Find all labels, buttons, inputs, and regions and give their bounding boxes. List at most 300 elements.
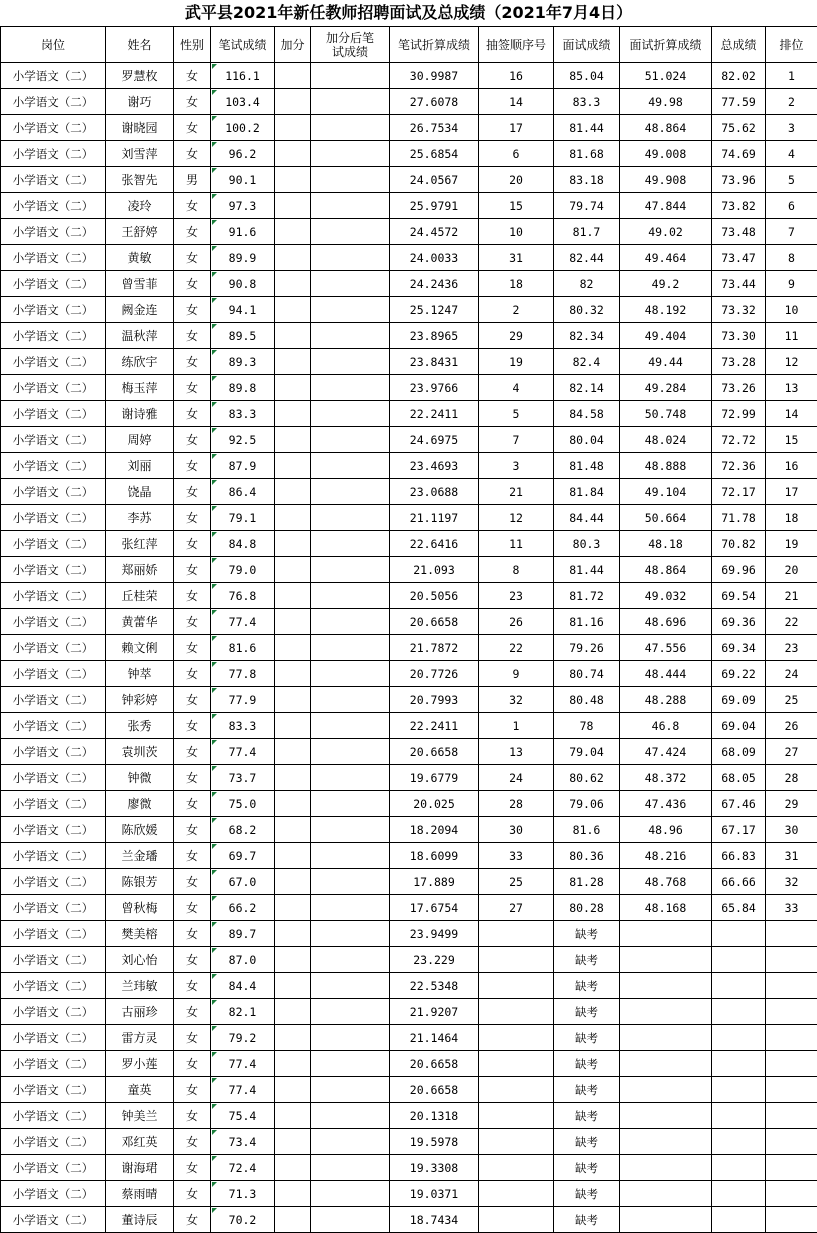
cell-written-converted: 20.7726 [390, 661, 479, 687]
cell-interview-score: 81.44 [554, 557, 620, 583]
cell-flag-icon [212, 428, 217, 433]
cell-draw-order: 12 [479, 505, 554, 531]
cell-written-converted: 20.025 [390, 791, 479, 817]
cell-name: 饶晶 [106, 479, 174, 505]
cell-interview-converted: 49.02 [620, 219, 712, 245]
table-row [1, 89, 817, 115]
cell-bonus [275, 1129, 311, 1155]
cell-written-score-text: 77.8 [229, 667, 257, 681]
cell-total-score: 67.17 [712, 817, 766, 843]
cell-rank: 2 [766, 89, 817, 115]
cell-written-converted: 20.7993 [390, 687, 479, 713]
cell-sex: 女 [174, 219, 211, 245]
table-row [1, 193, 817, 219]
cell-bonus [275, 505, 311, 531]
cell-total-score: 69.22 [712, 661, 766, 687]
cell-interview-converted: 49.908 [620, 167, 712, 193]
cell-total-score [712, 921, 766, 947]
cell-written-converted: 20.6658 [390, 1077, 479, 1103]
table-row [1, 453, 817, 479]
cell-flag-icon [212, 1078, 217, 1083]
cell-draw-order: 18 [479, 271, 554, 297]
cell-name: 张红萍 [106, 531, 174, 557]
cell-draw-order: 29 [479, 323, 554, 349]
cell-interview-score: 缺考 [554, 921, 620, 947]
cell-flag-icon [212, 116, 217, 121]
cell-draw-order [479, 1207, 554, 1233]
cell-rank: 24 [766, 661, 817, 687]
cell-total-score: 68.05 [712, 765, 766, 791]
cell-interview-score: 85.04 [554, 63, 620, 89]
cell-written-converted: 21.093 [390, 557, 479, 583]
cell-written-after-bonus [311, 999, 390, 1025]
cell-bonus [275, 1051, 311, 1077]
cell-sex: 女 [174, 427, 211, 453]
cell-draw-order: 28 [479, 791, 554, 817]
cell-written-score [211, 427, 275, 453]
cell-bonus [275, 219, 311, 245]
cell-written-score-text: 94.1 [229, 303, 257, 317]
cell-written-score [211, 557, 275, 583]
cell-rank: 17 [766, 479, 817, 505]
table-row [1, 1181, 817, 1207]
cell-written-after-bonus [311, 245, 390, 271]
cell-position: 小学语文（二） [1, 141, 106, 167]
cell-interview-score: 缺考 [554, 1077, 620, 1103]
cell-total-score: 73.30 [712, 323, 766, 349]
cell-total-score: 73.47 [712, 245, 766, 271]
table-row [1, 817, 817, 843]
cell-rank: 26 [766, 713, 817, 739]
cell-sex: 女 [174, 193, 211, 219]
cell-name: 张秀 [106, 713, 174, 739]
table-row [1, 167, 817, 193]
cell-flag-icon [212, 64, 217, 69]
cell-name: 温秋萍 [106, 323, 174, 349]
cell-interview-converted [620, 1129, 712, 1155]
cell-written-after-bonus [311, 375, 390, 401]
table-row [1, 583, 817, 609]
cell-name: 阙金连 [106, 297, 174, 323]
cell-sex: 女 [174, 89, 211, 115]
cell-bonus [275, 115, 311, 141]
table-row [1, 999, 817, 1025]
cell-name: 董诗辰 [106, 1207, 174, 1233]
cell-total-score: 77.59 [712, 89, 766, 115]
cell-interview-score: 缺考 [554, 1051, 620, 1077]
cell-draw-order: 1 [479, 713, 554, 739]
cell-written-score-text: 89.7 [229, 927, 257, 941]
cell-interview-score: 82.34 [554, 323, 620, 349]
cell-flag-icon [212, 350, 217, 355]
cell-written-score-text: 83.3 [229, 719, 257, 733]
cell-written-score-text: 73.7 [229, 771, 257, 785]
cell-name: 钟萃 [106, 661, 174, 687]
cell-draw-order: 21 [479, 479, 554, 505]
cell-sex: 女 [174, 895, 211, 921]
cell-interview-converted: 51.024 [620, 63, 712, 89]
cell-interview-converted [620, 973, 712, 999]
cell-written-converted: 17.889 [390, 869, 479, 895]
cell-position: 小学语文（二） [1, 973, 106, 999]
cell-draw-order [479, 1077, 554, 1103]
cell-interview-converted [620, 1103, 712, 1129]
cell-interview-score: 81.84 [554, 479, 620, 505]
cell-draw-order [479, 1181, 554, 1207]
cell-sex: 女 [174, 921, 211, 947]
cell-interview-converted: 48.888 [620, 453, 712, 479]
cell-interview-score: 79.06 [554, 791, 620, 817]
cell-written-score-text: 84.4 [229, 979, 257, 993]
cell-bonus [275, 167, 311, 193]
cell-sex: 女 [174, 1025, 211, 1051]
cell-position: 小学语文（二） [1, 843, 106, 869]
cell-position: 小学语文（二） [1, 635, 106, 661]
cell-draw-order: 19 [479, 349, 554, 375]
cell-rank: 8 [766, 245, 817, 271]
cell-interview-converted: 47.424 [620, 739, 712, 765]
cell-position: 小学语文（二） [1, 947, 106, 973]
cell-written-after-bonus [311, 817, 390, 843]
cell-written-after-bonus [311, 271, 390, 297]
cell-flag-icon [212, 90, 217, 95]
cell-rank: 7 [766, 219, 817, 245]
cell-written-after-bonus [311, 947, 390, 973]
cell-sex: 女 [174, 245, 211, 271]
cell-written-score-text: 71.3 [229, 1187, 257, 1201]
cell-written-score [211, 505, 275, 531]
cell-position: 小学语文（二） [1, 1051, 106, 1077]
cell-written-score-text: 68.2 [229, 823, 257, 837]
cell-draw-order [479, 1103, 554, 1129]
cell-written-score [211, 1207, 275, 1233]
cell-flag-icon [212, 714, 217, 719]
cell-written-after-bonus [311, 479, 390, 505]
cell-total-score: 69.09 [712, 687, 766, 713]
cell-written-after-bonus [311, 635, 390, 661]
cell-total-score: 71.78 [712, 505, 766, 531]
cell-bonus [275, 895, 311, 921]
cell-written-score [211, 89, 275, 115]
cell-bonus [275, 349, 311, 375]
cell-bonus [275, 947, 311, 973]
table-row [1, 661, 817, 687]
col-header-interview-converted: 面试折算成绩 [620, 27, 712, 63]
cell-written-converted: 19.3308 [390, 1155, 479, 1181]
cell-written-score-text: 77.9 [229, 693, 257, 707]
cell-written-converted: 22.2411 [390, 713, 479, 739]
cell-interview-converted: 48.216 [620, 843, 712, 869]
table-row [1, 609, 817, 635]
cell-position: 小学语文（二） [1, 375, 106, 401]
cell-written-after-bonus [311, 219, 390, 245]
cell-draw-order: 30 [479, 817, 554, 843]
cell-total-score: 69.04 [712, 713, 766, 739]
cell-total-score [712, 1077, 766, 1103]
cell-bonus [275, 999, 311, 1025]
cell-written-score [211, 245, 275, 271]
table-row [1, 1207, 817, 1233]
cell-interview-score: 80.32 [554, 297, 620, 323]
cell-interview-converted: 48.444 [620, 661, 712, 687]
cell-total-score: 75.62 [712, 115, 766, 141]
cell-bonus [275, 713, 311, 739]
cell-written-after-bonus [311, 1025, 390, 1051]
cell-position: 小学语文（二） [1, 1129, 106, 1155]
cell-bonus [275, 1155, 311, 1181]
cell-interview-score: 79.74 [554, 193, 620, 219]
cell-total-score: 69.34 [712, 635, 766, 661]
cell-written-converted: 21.7872 [390, 635, 479, 661]
cell-draw-order: 33 [479, 843, 554, 869]
cell-flag-icon [212, 220, 217, 225]
cell-interview-score: 84.44 [554, 505, 620, 531]
cell-name: 刘丽 [106, 453, 174, 479]
cell-written-score [211, 869, 275, 895]
cell-interview-converted: 47.844 [620, 193, 712, 219]
col-header-position: 岗位 [1, 27, 106, 63]
cell-bonus [275, 609, 311, 635]
cell-sex: 女 [174, 505, 211, 531]
cell-rank: 3 [766, 115, 817, 141]
cell-flag-icon [212, 662, 217, 667]
cell-interview-score: 缺考 [554, 947, 620, 973]
cell-written-after-bonus [311, 505, 390, 531]
cell-interview-converted [620, 1181, 712, 1207]
table-row [1, 297, 817, 323]
table-row [1, 635, 817, 661]
cell-written-score-text: 73.4 [229, 1135, 257, 1149]
cell-total-score [712, 1207, 766, 1233]
cell-written-after-bonus [311, 1129, 390, 1155]
cell-name: 罗小莲 [106, 1051, 174, 1077]
cell-total-score: 66.83 [712, 843, 766, 869]
cell-rank: 33 [766, 895, 817, 921]
col-header-sex: 性别 [174, 27, 211, 63]
cell-position: 小学语文（二） [1, 89, 106, 115]
cell-name: 刘雪萍 [106, 141, 174, 167]
cell-sex: 女 [174, 115, 211, 141]
cell-draw-order [479, 999, 554, 1025]
cell-position: 小学语文（二） [1, 167, 106, 193]
cell-written-score [211, 1129, 275, 1155]
cell-interview-converted: 49.284 [620, 375, 712, 401]
cell-written-score-text: 91.6 [229, 225, 257, 239]
cell-written-converted: 23.229 [390, 947, 479, 973]
cell-rank: 12 [766, 349, 817, 375]
cell-position: 小学语文（二） [1, 297, 106, 323]
cell-name: 陈银芳 [106, 869, 174, 895]
cell-written-converted: 18.7434 [390, 1207, 479, 1233]
cell-sex: 女 [174, 1181, 211, 1207]
cell-flag-icon [212, 272, 217, 277]
col-header-written-score: 笔试成绩 [211, 27, 275, 63]
cell-rank: 27 [766, 739, 817, 765]
cell-written-score-text: 82.1 [229, 1005, 257, 1019]
cell-written-after-bonus [311, 141, 390, 167]
cell-interview-converted: 50.748 [620, 401, 712, 427]
cell-written-converted: 18.6099 [390, 843, 479, 869]
cell-written-converted: 21.1197 [390, 505, 479, 531]
table-row [1, 843, 817, 869]
cell-bonus [275, 375, 311, 401]
cell-rank: 1 [766, 63, 817, 89]
cell-draw-order [479, 973, 554, 999]
cell-written-score [211, 141, 275, 167]
cell-sex: 女 [174, 141, 211, 167]
cell-rank: 6 [766, 193, 817, 219]
table-row [1, 739, 817, 765]
cell-name: 梅玉萍 [106, 375, 174, 401]
cell-flag-icon [212, 1182, 217, 1187]
cell-interview-converted [620, 999, 712, 1025]
cell-written-after-bonus [311, 843, 390, 869]
cell-bonus [275, 63, 311, 89]
cell-flag-icon [212, 792, 217, 797]
cell-written-score [211, 973, 275, 999]
cell-total-score: 65.84 [712, 895, 766, 921]
cell-written-score [211, 999, 275, 1025]
cell-sex: 女 [174, 739, 211, 765]
cell-written-score-text: 67.0 [229, 875, 257, 889]
cell-flag-icon [212, 532, 217, 537]
cell-written-after-bonus [311, 1051, 390, 1077]
cell-draw-order: 11 [479, 531, 554, 557]
cell-interview-score: 80.62 [554, 765, 620, 791]
cell-rank: 11 [766, 323, 817, 349]
col-header-name: 姓名 [106, 27, 174, 63]
table-row [1, 505, 817, 531]
cell-flag-icon [212, 818, 217, 823]
cell-flag-icon [212, 1156, 217, 1161]
cell-position: 小学语文（二） [1, 1181, 106, 1207]
table-row [1, 921, 817, 947]
cell-flag-icon [212, 506, 217, 511]
cell-flag-icon [212, 480, 217, 485]
cell-bonus [275, 973, 311, 999]
cell-written-after-bonus [311, 89, 390, 115]
cell-flag-icon [212, 324, 217, 329]
cell-total-score: 68.09 [712, 739, 766, 765]
cell-written-score [211, 271, 275, 297]
cell-written-score-text: 96.2 [229, 147, 257, 161]
cell-written-score-text: 77.4 [229, 1057, 257, 1071]
cell-written-score-text: 79.2 [229, 1031, 257, 1045]
cell-written-score-text: 103.4 [225, 95, 260, 109]
cell-written-after-bonus [311, 765, 390, 791]
cell-sex: 女 [174, 1207, 211, 1233]
cell-written-score [211, 765, 275, 791]
cell-draw-order: 13 [479, 739, 554, 765]
cell-bonus [275, 193, 311, 219]
cell-written-converted: 20.5056 [390, 583, 479, 609]
cell-interview-score: 缺考 [554, 999, 620, 1025]
cell-written-after-bonus [311, 609, 390, 635]
cell-name: 谢晓园 [106, 115, 174, 141]
cell-draw-order: 27 [479, 895, 554, 921]
cell-rank [766, 999, 817, 1025]
cell-flag-icon [212, 636, 217, 641]
cell-written-after-bonus [311, 661, 390, 687]
cell-written-score-text: 100.2 [225, 121, 260, 135]
cell-written-converted: 21.1464 [390, 1025, 479, 1051]
cell-bonus [275, 791, 311, 817]
cell-sex: 女 [174, 531, 211, 557]
cell-interview-converted: 49.104 [620, 479, 712, 505]
cell-position: 小学语文（二） [1, 479, 106, 505]
cell-total-score: 70.82 [712, 531, 766, 557]
cell-total-score [712, 1129, 766, 1155]
cell-written-after-bonus [311, 739, 390, 765]
cell-name: 钟微 [106, 765, 174, 791]
cell-written-after-bonus [311, 791, 390, 817]
cell-flag-icon [212, 610, 217, 615]
cell-name: 古丽珍 [106, 999, 174, 1025]
table-row [1, 1051, 817, 1077]
cell-flag-icon [212, 1000, 217, 1005]
cell-written-converted: 23.9766 [390, 375, 479, 401]
cell-sex: 女 [174, 297, 211, 323]
cell-interview-score: 78 [554, 713, 620, 739]
cell-written-score-text: 84.8 [229, 537, 257, 551]
cell-position: 小学语文（二） [1, 713, 106, 739]
cell-draw-order: 32 [479, 687, 554, 713]
cell-sex: 女 [174, 453, 211, 479]
cell-position: 小学语文（二） [1, 115, 106, 141]
cell-sex: 女 [174, 401, 211, 427]
cell-written-converted: 25.6854 [390, 141, 479, 167]
cell-position: 小学语文（二） [1, 583, 106, 609]
cell-interview-score: 79.04 [554, 739, 620, 765]
cell-name: 谢诗雅 [106, 401, 174, 427]
cell-written-after-bonus [311, 531, 390, 557]
cell-position: 小学语文（二） [1, 323, 106, 349]
col-header-written-after-bonus-text: 加分后笔试成绩 [322, 31, 378, 59]
cell-written-score [211, 479, 275, 505]
cell-position: 小学语文（二） [1, 245, 106, 271]
cell-draw-order [479, 1025, 554, 1051]
cell-written-after-bonus [311, 63, 390, 89]
cell-sex: 女 [174, 271, 211, 297]
cell-interview-converted: 49.98 [620, 89, 712, 115]
cell-written-score-text: 66.2 [229, 901, 257, 915]
cell-name: 童英 [106, 1077, 174, 1103]
cell-draw-order: 9 [479, 661, 554, 687]
cell-written-score [211, 609, 275, 635]
col-header-written-converted: 笔试折算成绩 [390, 27, 479, 63]
cell-sex: 女 [174, 999, 211, 1025]
cell-total-score [712, 1025, 766, 1051]
cell-draw-order: 23 [479, 583, 554, 609]
cell-interview-score: 80.74 [554, 661, 620, 687]
cell-rank: 15 [766, 427, 817, 453]
cell-written-score [211, 687, 275, 713]
cell-position: 小学语文（二） [1, 401, 106, 427]
cell-draw-order: 17 [479, 115, 554, 141]
cell-bonus [275, 297, 311, 323]
cell-written-after-bonus [311, 1077, 390, 1103]
cell-bonus [275, 427, 311, 453]
cell-total-score: 74.69 [712, 141, 766, 167]
cell-written-score [211, 1103, 275, 1129]
cell-written-converted: 25.9791 [390, 193, 479, 219]
cell-interview-score: 82.4 [554, 349, 620, 375]
cell-flag-icon [212, 454, 217, 459]
cell-written-score [211, 947, 275, 973]
cell-position: 小学语文（二） [1, 271, 106, 297]
cell-rank: 9 [766, 271, 817, 297]
cell-interview-converted: 48.024 [620, 427, 712, 453]
